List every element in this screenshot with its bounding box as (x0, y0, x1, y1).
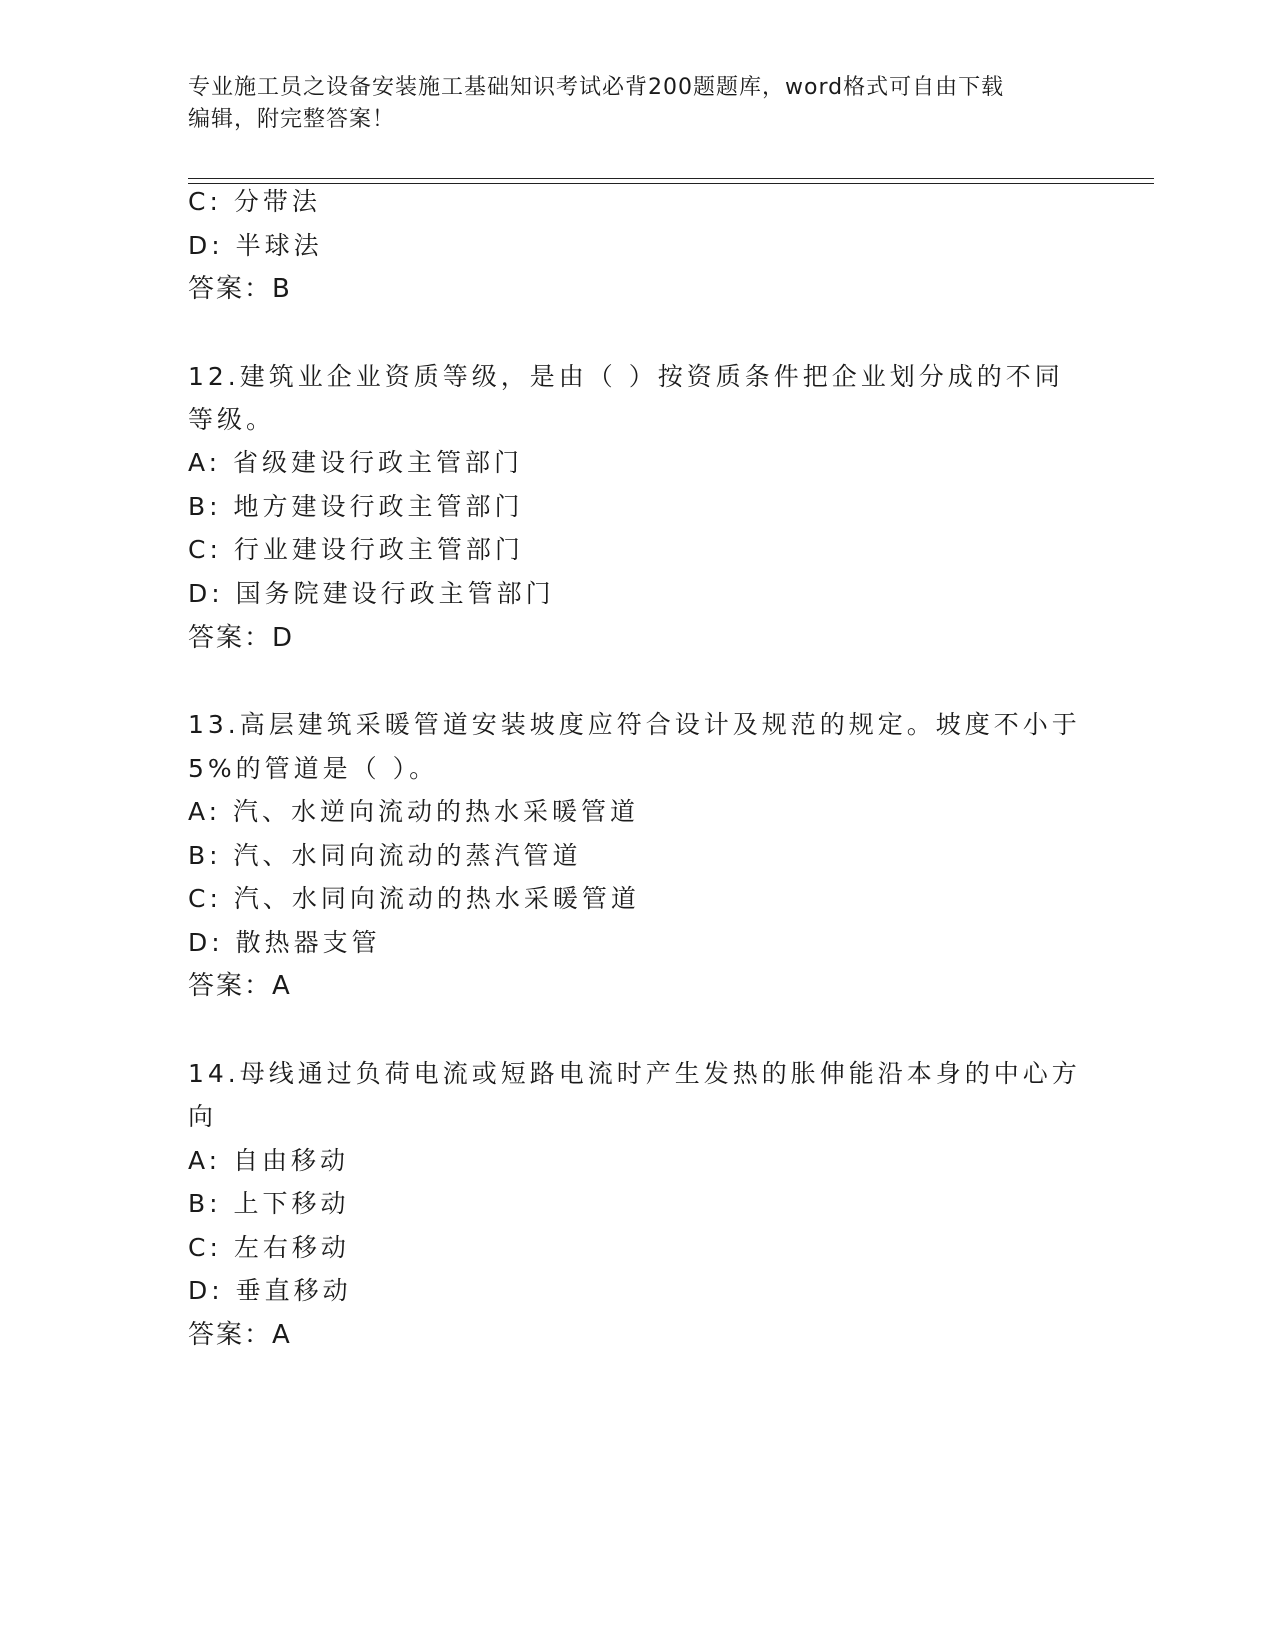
header-line-2: 编辑，附完整答案！ (188, 107, 396, 132)
question-14-option-c: C: 左右移动 (188, 1233, 350, 1262)
question-12-option-d: D: 国务院建设行政主管部门 (188, 579, 555, 608)
header-line-1: 专业施工员之设备安装施工基础知识考试必背200题题库，word格式可自由下载 (188, 75, 1005, 100)
question-13-stem-cont: 5%的管道是（ ）。 (188, 754, 439, 783)
question-12-option-c: C: 行业建设行政主管部门 (188, 535, 524, 564)
question-13-option-d: D: 散热器支管 (188, 928, 381, 957)
question-14-answer: 答案：A (188, 1320, 292, 1350)
question-14-option-d: D: 垂直移动 (188, 1276, 352, 1305)
question-13-option-a: A: 汽、水逆向流动的热水采暖管道 (188, 797, 640, 826)
question-14-option-a: A: 自由移动 (188, 1146, 350, 1175)
option-d: D: 半球法 (188, 231, 323, 260)
question-12-stem-cont: 等级。 (188, 405, 276, 434)
question-14-option-b: B: 上下移动 (188, 1189, 350, 1218)
question-14-stem: 14.母线通过负荷电流或短路电流时产生发热的胀伸能沿本身的中心方 (188, 1059, 1081, 1088)
question-14-stem-cont: 向 (188, 1102, 218, 1131)
header-divider-bottom (188, 183, 1154, 184)
question-12-option-b: B: 地方建设行政主管部门 (188, 492, 524, 521)
question-12-option-a: A: 省级建设行政主管部门 (188, 448, 524, 477)
option-c: C: 分带法 (188, 187, 321, 216)
question-13-answer: 答案：A (188, 971, 292, 1001)
question-13-option-b: B: 汽、水同向流动的蒸汽管道 (188, 841, 582, 870)
question-12-answer: 答案：D (188, 623, 295, 653)
question-13-stem: 13.高层建筑采暖管道安装坡度应符合设计及规范的规定。坡度不小于 (188, 710, 1081, 739)
document-header (188, 72, 1088, 136)
answer: 答案：B (188, 274, 292, 304)
header-divider-top (188, 178, 1154, 179)
question-12-stem: 12.建筑业企业资质等级，是由（ ）按资质条件把企业划分成的不同 (188, 362, 1064, 391)
question-13-option-c: C: 汽、水同向流动的热水采暖管道 (188, 884, 640, 913)
